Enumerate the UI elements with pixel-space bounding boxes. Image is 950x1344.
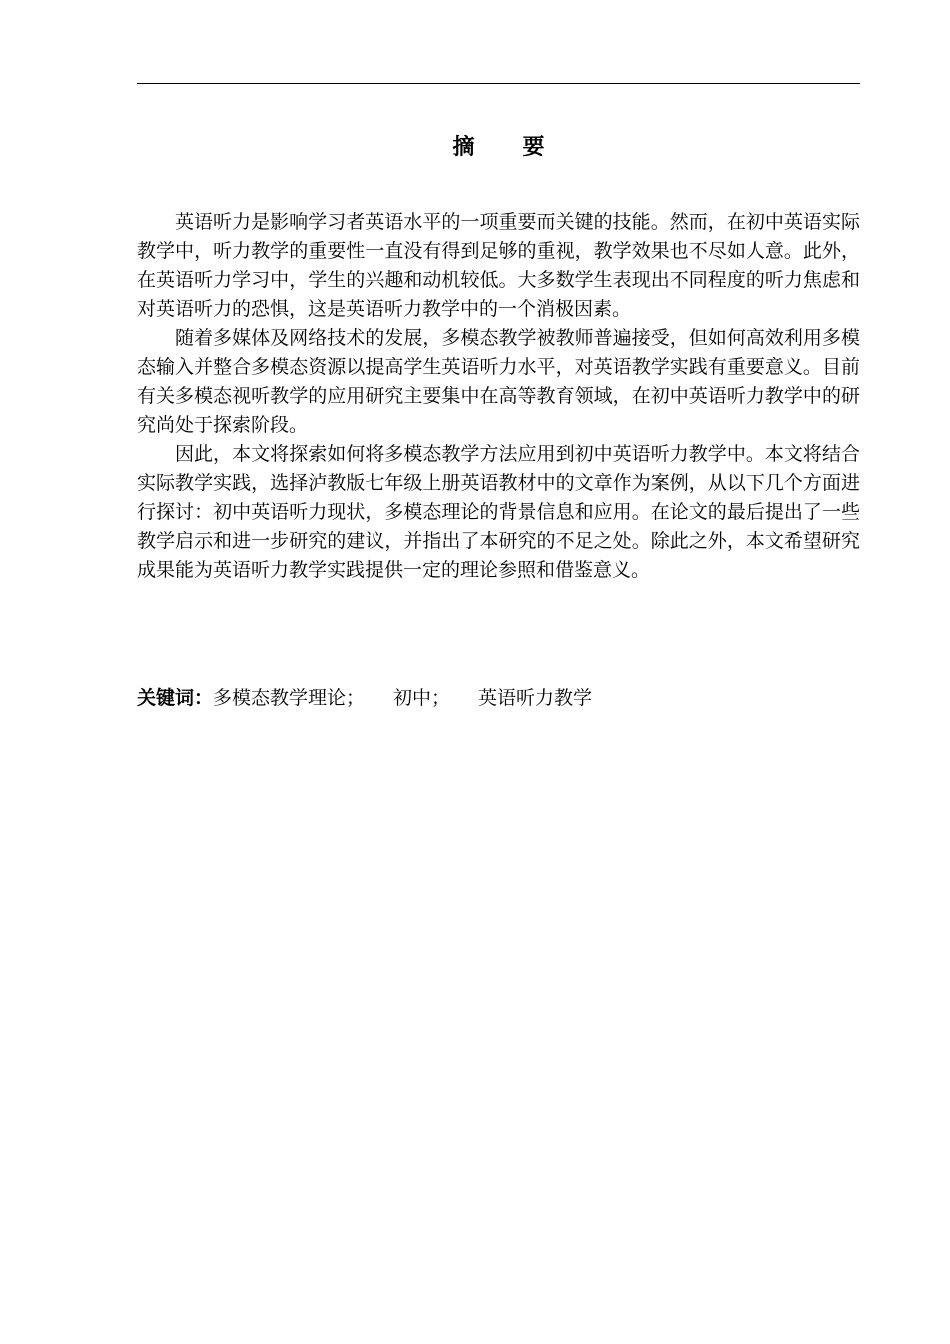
keywords-label: 关键词：	[137, 687, 214, 709]
keyword: 多模态教学理论；	[213, 687, 366, 709]
abstract-paragraph: 因此，本文将探索如何将多模态教学方法应用到初中英语听力教学中。本文将结合实际教学实践，选择泸教版七年级上册英语教材中的文章作为案例，从以下几个方面进行探讨：初中英语听力现状，多模态理论的背景信息和应用。在论文的最后提出了一些教学启示和进一步研究的建议，并指出了本研究的不足之处。除此之外，本文希望研究成果能为英语听力教学实践提供一定的理论参照和借鉴意义。	[137, 443, 860, 581]
keyword: 初中；	[393, 687, 451, 709]
abstract-body	[137, 208, 860, 585]
abstract-paragraph: 英语听力是影响学习者英语水平的一项重要而关键的技能。然而，在初中英语实际教学中，听力教学的重要性一直没有得到足够的重视，教学效果也不尽如人意。此外，在英语听力学习中，学生的兴趣和动机较低。大多数学生表现出不同程度的听力焦虑和对英语听力的恐惧，这是英语听力教学中的一个消极因素。	[137, 211, 860, 320]
page-title: 摘要	[452, 135, 593, 160]
keyword: 英语听力教学	[478, 687, 593, 709]
keywords-line	[137, 684, 860, 713]
header-rule	[137, 83, 860, 84]
abstract-paragraph: 随着多媒体及网络技术的发展，多模态教学被教师普遍接受，但如何高效利用多模态输入并整合多模态资源以提高学生英语听力水平，对英语教学实践有重要意义。目前有关多模态视听教学的应用研究主要集中在高等教育领域，在初中英语听力教学中的研究尚处于探索阶段。	[137, 327, 860, 436]
